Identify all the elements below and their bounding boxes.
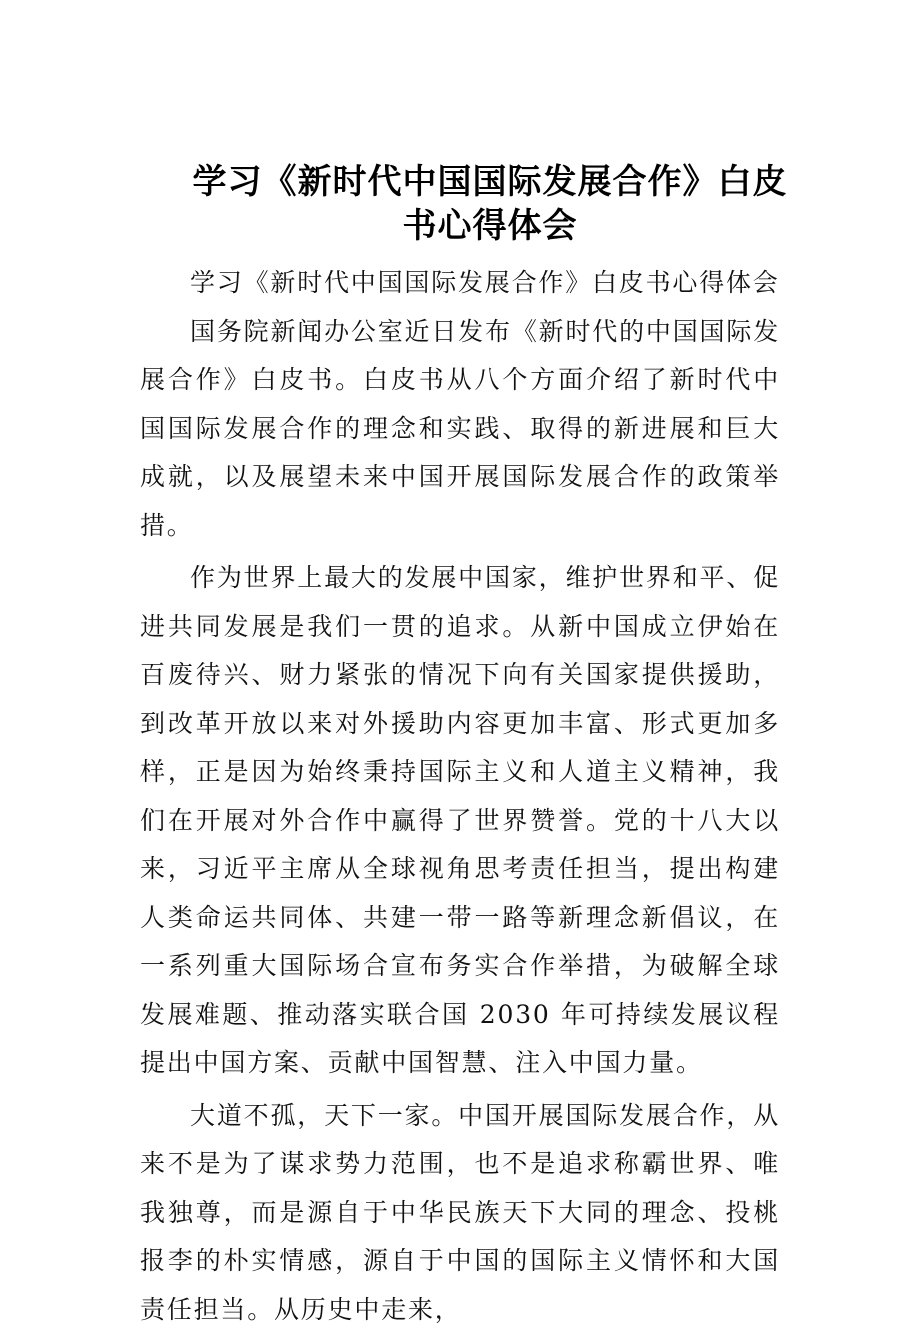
title-line-2: 书心得体会 [140,204,840,248]
subtitle-paragraph: 学习《新时代中国国际发展合作》白皮书心得体会 [140,259,780,308]
document-title [140,160,840,248]
paragraph-1: 国务院新闻办公室近日发布《新时代的中国国际发展合作》白皮书。白皮书从八个方面介绍了新时代中国国际发展合作的理念和实践、取得的新进展和巨大成就，以及展望未来中国开展国际发展合作的政策举措。 [140,308,780,551]
paragraph-3: 大道不孤，天下一家。中国开展国际发展合作，从来不是为了谋求势力范围，也不是追求称霸世界、唯我独尊，而是源自于中华民族天下大同的理念、投桃报李的朴实情感，源自于中国的国际主义情怀和大国责任担当。从历史中走来， [140,1092,780,1334]
document-body [140,259,780,1334]
paragraph-2: 作为世界上最大的发展中国家，维护世界和平、促进共同发展是我们一贯的追求。从新中国成立伊始在百废待兴、财力紧张的情况下向有关国家提供援助，到改革开放以来对外援助内容更加丰富、形式更加多样，正是因为始终秉持国际主义和人道主义精神，我们在开展对外合作中赢得了世界赞誉。党的十八大以来，习近平主席从全球视角思考责任担当，提出构建人类命运共同体、共建一带一路等新理念新倡议，在一系列重大国际场合宣布务实合作举措，为破解全球发展难题、推动落实联合国 2030 年可持续发展议程提出中国方案、贡献中国智慧、注入中国力量。 [140,554,780,1088]
title-line-1: 学习《新时代中国国际发展合作》白皮 [140,160,840,204]
